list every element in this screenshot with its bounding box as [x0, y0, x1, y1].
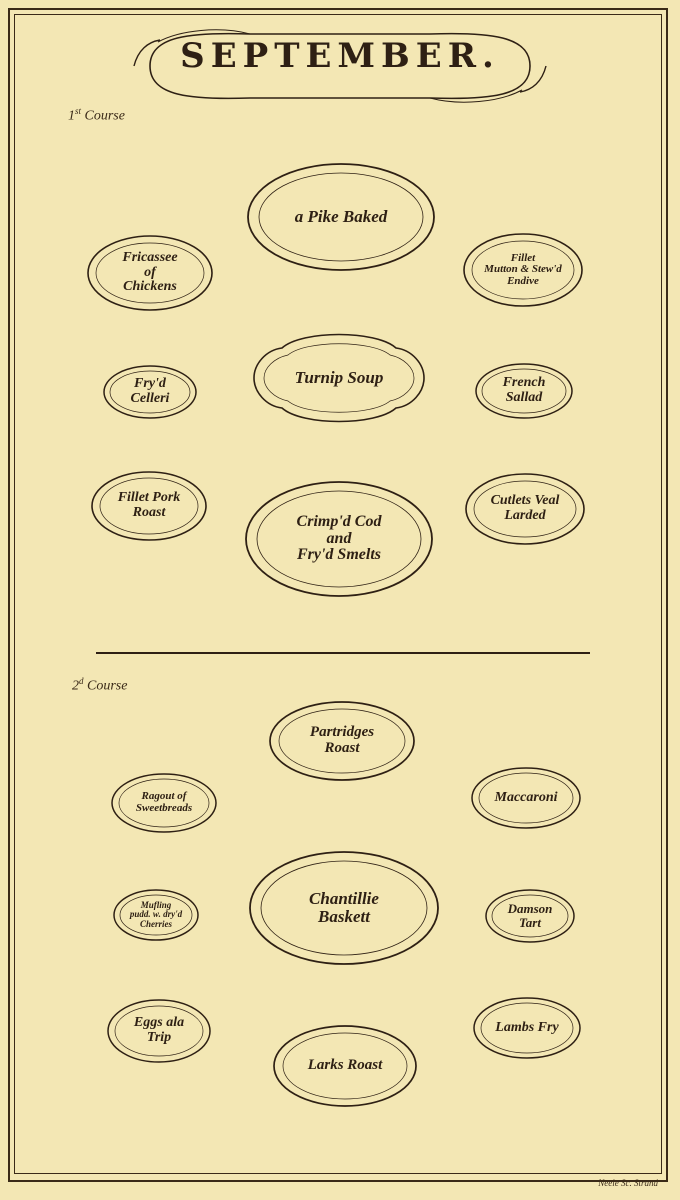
dish-label: Crimp'd Cod and Fry'd Smelts	[296, 512, 382, 564]
dish-eggs-ala-trip	[106, 998, 212, 1064]
dish-label: Fillet Pork Roast	[117, 490, 181, 520]
first-course-sup: st	[75, 106, 82, 116]
dish-damson-tart	[484, 888, 576, 944]
second-course-label	[72, 676, 127, 695]
dish-label: Fry'd Celleri	[130, 376, 170, 406]
first-course-label	[68, 106, 125, 125]
engraver-credit: Neele Sc. Strand	[598, 1178, 658, 1188]
dish-label: Turnip Soup	[294, 368, 384, 388]
dish-label: Larks Roast	[307, 1057, 383, 1074]
second-course-word: Course	[87, 678, 128, 694]
dish-mufling-pudding	[112, 888, 200, 942]
dish-lambs-fry	[472, 996, 582, 1060]
dish-fillet-pork	[90, 470, 208, 542]
page-title: SEPTEMBER.	[180, 36, 500, 76]
dish-label: Chantillie Baskett	[309, 889, 379, 926]
dish-label: Mufling pudd. w. dry'd Cherries	[129, 899, 183, 929]
dish-label: French Sallad	[502, 375, 546, 405]
dish-label: Cutlets Veal Larded	[490, 493, 560, 523]
dish-label: Ragout of Sweetbreads	[135, 790, 193, 814]
second-course-sup: d	[79, 676, 84, 686]
dish-label: Lambs Fry	[495, 1019, 559, 1035]
dish-maccaroni	[470, 766, 582, 830]
dish-label: Damson Tart	[507, 901, 553, 930]
dish-crimpd-cod	[244, 480, 434, 598]
dish-chantillie-baskett	[248, 850, 440, 966]
dish-ragout-sweetbreads	[110, 772, 218, 834]
dish-label: Partridges Roast	[309, 724, 375, 756]
dish-larks-roast	[272, 1024, 418, 1108]
dish-pike-baked	[246, 162, 436, 272]
dish-label: Fillet Mutton & Stew'd Endive	[484, 251, 562, 287]
dish-fryd-celleri	[102, 364, 198, 420]
dish-fillet-mutton	[462, 232, 584, 308]
dish-french-sallad	[474, 362, 574, 420]
dish-partridges-roast	[268, 700, 416, 782]
course-divider	[96, 652, 590, 654]
dish-cutlets-veal	[464, 472, 586, 546]
first-course-num: 1	[68, 108, 75, 124]
dish-label: Eggs ala Trip	[133, 1015, 185, 1045]
dish-turnip-soup	[252, 328, 426, 428]
dish-fricassee-chickens	[86, 234, 214, 312]
dish-label: Fricassee of Chickens	[122, 249, 178, 295]
dish-label: Maccaroni	[494, 789, 558, 805]
first-course-word: Course	[84, 108, 125, 124]
dish-label: a Pike Baked	[294, 207, 388, 227]
second-course-num: 2	[72, 678, 79, 694]
